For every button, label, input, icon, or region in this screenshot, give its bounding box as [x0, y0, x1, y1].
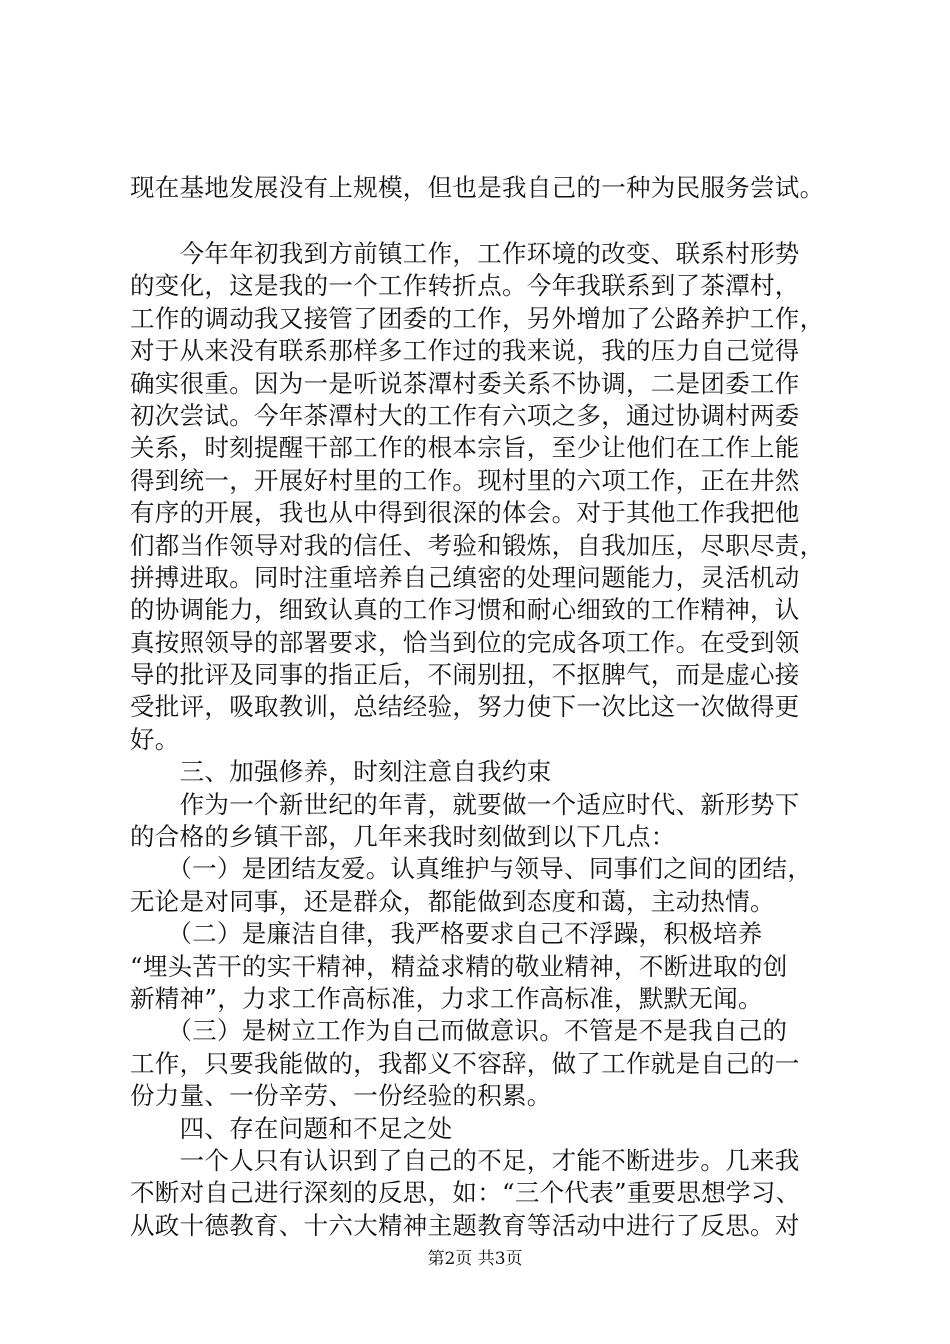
body-line: 份力量、一份辛劳、一份经验的积累。: [130, 1081, 552, 1111]
body-line: （二）是廉洁自律，我严格要求自己不浮躁，积极培养: [130, 919, 763, 949]
body-line: 对于从来没有联系那样多工作过的我来说，我的压力自己觉得: [130, 336, 800, 366]
body-line: 的合格的乡镇干部，几年来我时刻做到以下几点：: [130, 822, 676, 852]
body-line: 的变化，这是我的一个工作转折点。今年我联系到了茶潭村，: [130, 271, 800, 301]
body-line: 三、加强修养，时刻注意自我约束: [130, 757, 552, 787]
body-line: 新精神”，力求工作高标准，力求工作高标准，默默无闻。: [130, 983, 763, 1013]
body-line: 受批评，吸取教训，总结经验，努力使下一次比这一次做得更: [130, 692, 800, 722]
paragraph-line-top: 现在基地发展没有上规模，但也是我自己的一种为民服务尝试。: [130, 173, 825, 202]
document-body: [130, 238, 830, 1242]
body-line: 不断对自己进行深刻的反思，如：“三个代表”重要思想学习、: [130, 1178, 801, 1208]
body-line: 们都当作领导对我的信任、考验和锻炼，自我加压，尽职尽责，: [130, 530, 825, 560]
body-line: 作为一个新世纪的年青，就要做一个适应时代、新形势下: [130, 789, 800, 819]
body-line: 今年年初我到方前镇工作，工作环境的改变、联系村形势: [130, 239, 800, 268]
body-line: 真按照领导的部署要求，恰当到位的完成各项工作。在受到领: [130, 627, 800, 657]
body-line: 拼搏进取。同时注重培养自己缜密的处理问题能力，灵活机动: [130, 562, 800, 592]
body-line: 工作的调动我又接管了团委的工作，另外增加了公路养护工作，: [130, 303, 825, 333]
body-line: 得到统一，开展好村里的工作。现村里的六项工作，正在井然: [130, 465, 800, 495]
body-line: 有序的开展，我也从中得到很深的体会。对于其他工作我把他: [130, 498, 800, 528]
body-line: 一个人只有认识到了自己的不足，才能不断进步。几来我: [130, 1145, 800, 1175]
body-line: 初次尝试。今年茶潭村大的工作有六项之多，通过协调村两委: [130, 400, 800, 430]
body-line: 无论是对同事，还是群众，都能做到态度和蔼，主动热情。: [130, 886, 775, 916]
body-line: 导的批评及同事的指正后，不闹别扭，不抠脾气，而是虚心接: [130, 660, 800, 690]
body-line: 从政十德教育、十六大精神主题教育等活动中进行了反思。对: [130, 1210, 800, 1240]
body-line: 确实很重。因为一是听说茶潭村委关系不协调，二是团委工作: [130, 368, 800, 398]
body-line: 四、存在问题和不足之处: [130, 1113, 453, 1143]
page-footer: 第2页 共3页: [427, 1249, 523, 1269]
body-line: 的协调能力，细致认真的工作习惯和耐心细致的工作精神，认: [130, 595, 800, 625]
body-line: 好。: [130, 724, 180, 754]
body-line: （三）是树立工作为自己而做意识。不管是不是我自己的: [130, 1016, 788, 1046]
body-line: （一）是团结友爱。认真维护与领导、同事们之间的团结，: [130, 854, 813, 884]
body-line: 工作，只要我能做的，我都义不容辞，做了工作就是自己的一: [130, 1048, 800, 1078]
body-line: 关系，时刻提醒干部工作的根本宗旨，至少让他们在工作上能: [130, 433, 800, 463]
body-line: “埋头苦干的实干精神，精益求精的敬业精神，不断进取的创: [130, 951, 788, 981]
